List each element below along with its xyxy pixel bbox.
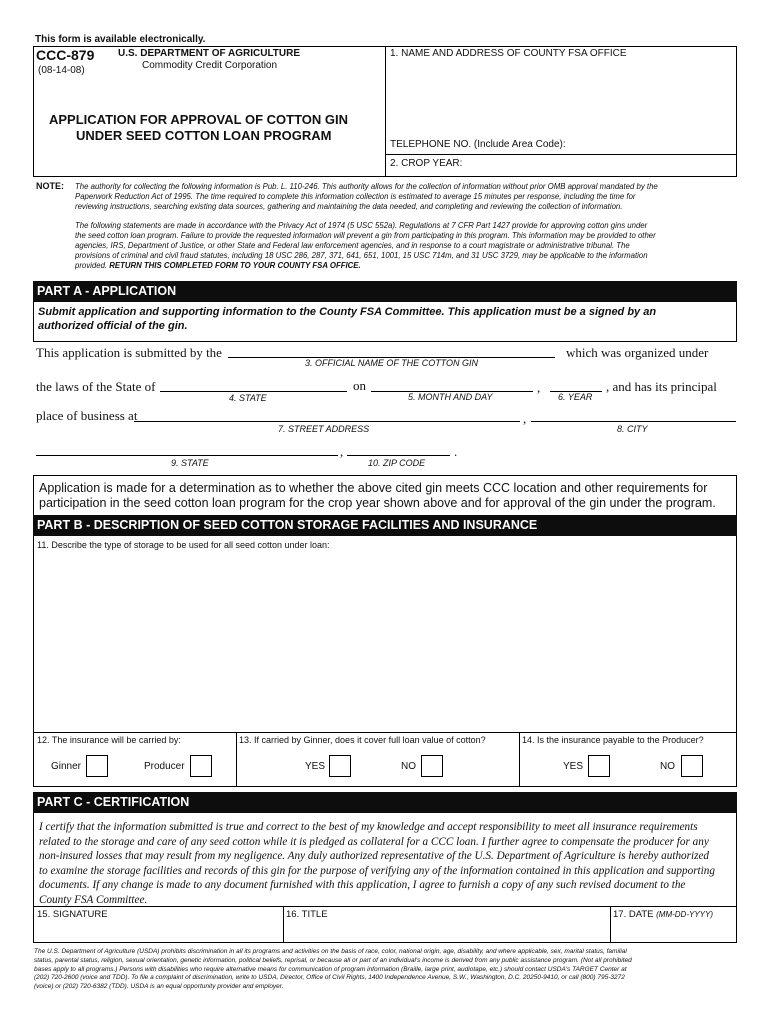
payable-no-checkbox[interactable] bbox=[681, 755, 703, 777]
ginner-label: Ginner bbox=[51, 761, 82, 772]
part-b-left-rule bbox=[33, 536, 34, 786]
part-c-right-rule bbox=[736, 813, 737, 942]
note-p2-provided: provided. bbox=[75, 261, 110, 270]
full-loan-value-label: 13. If carried by Ginner, does it cover full loan value of cotton? bbox=[239, 735, 486, 745]
crop-year-field[interactable] bbox=[470, 156, 734, 174]
part-c-header: PART C - CERTIFICATION bbox=[33, 792, 737, 813]
certification-line: I certify that the information submitted is true and correct to the best of my knowledge and accept responsibility to meet all insurance requirements bbox=[39, 821, 698, 833]
note-paragraph-1 bbox=[75, 182, 658, 212]
producer-checkbox[interactable] bbox=[190, 755, 212, 777]
payable-to-producer-label: 14. Is the insurance payable to the Producer? bbox=[522, 735, 704, 745]
organized-under-text: which was organized under bbox=[566, 345, 709, 360]
telephone-label: TELEPHONE NO. (Include Area Code): bbox=[390, 139, 566, 150]
state-line bbox=[160, 391, 347, 392]
agency-name: U.S. DEPARTMENT OF AGRICULTURE bbox=[118, 48, 301, 59]
header-right-rule bbox=[736, 46, 737, 176]
footer-line: (202) 720-2600 (voice and TDD). To file a complaint of discrimination, write to USDA, Director, Office of Civil Rights, 1400 Independence Avenue, S.W., Washington, D.C. 20250-9410, or call (800) 795-3272 bbox=[34, 974, 625, 982]
form-title-line2: UNDER SEED COTTON LOAN PROGRAM bbox=[76, 128, 332, 143]
loan-value-no-checkbox[interactable] bbox=[421, 755, 443, 777]
producer-label: Producer bbox=[144, 761, 185, 772]
determination-right-rule bbox=[736, 475, 737, 515]
gin-name-caption: 3. OFFICIAL NAME OF THE COTTON GIN bbox=[305, 358, 479, 368]
mailing-state-field[interactable] bbox=[36, 440, 338, 455]
date-format: (MM-DD-YYYY) bbox=[656, 910, 714, 919]
street-address-field[interactable] bbox=[134, 406, 520, 421]
city-caption: 8. CITY bbox=[617, 424, 648, 434]
header-divider bbox=[385, 46, 386, 176]
year-field[interactable] bbox=[550, 376, 602, 391]
part-a-header: PART A - APPLICATION bbox=[33, 281, 737, 302]
form-number: CCC-879 bbox=[36, 47, 95, 63]
year-caption: 6. YEAR bbox=[558, 392, 593, 402]
on-text: on bbox=[353, 378, 366, 393]
form-title-line1: APPLICATION FOR APPROVAL OF COTTON GIN bbox=[49, 112, 349, 127]
availability-notice: This form is available electronically. bbox=[35, 34, 206, 45]
month-day-field[interactable] bbox=[371, 376, 533, 391]
determination-top-rule bbox=[33, 475, 737, 476]
mailing-state-caption: 9. STATE bbox=[171, 458, 209, 468]
note-p2-last-line bbox=[75, 261, 656, 271]
county-office-field[interactable] bbox=[388, 62, 734, 134]
crop-year-rule bbox=[385, 154, 736, 155]
insurance-top-rule bbox=[33, 732, 737, 733]
footer-line: (voice) or (202) 720-6382 (TDD). USDA is an equal opportunity provider and employer. bbox=[34, 983, 284, 991]
part-b-header: PART B - DESCRIPTION OF SEED COTTON STORAGE FACILITIES AND INSURANCE bbox=[33, 515, 737, 536]
certification-line: documents. If any change is made to any document furnished with this application, I agree to furnish a copy of any such revised document to the bbox=[39, 879, 686, 892]
part-a-right-rule bbox=[736, 302, 737, 342]
certification-line: to examine the storage facilities and records of this gin for the purpose of verifying any of the information contained in this application and supporting bbox=[39, 864, 715, 877]
determination-line: participation in the seed cotton loan program for the crop year shown above and for approval of the gin under the program. bbox=[39, 496, 716, 510]
loan-value-yes-label: YES bbox=[305, 761, 326, 772]
return-instruction: RETURN THIS COMPLETED FORM TO YOUR COUNTY FSA OFFICE. bbox=[109, 261, 361, 270]
signature-divider-2 bbox=[610, 906, 611, 942]
signature-bottom-rule bbox=[33, 942, 737, 943]
loan-value-yes-checkbox[interactable] bbox=[329, 755, 351, 777]
zip-comma: , bbox=[340, 444, 344, 459]
determination-left-rule bbox=[33, 475, 34, 515]
date-field[interactable] bbox=[613, 921, 734, 941]
header-left-rule bbox=[33, 46, 34, 176]
insurance-divider-2 bbox=[519, 732, 520, 786]
payable-yes-label: YES bbox=[563, 761, 584, 772]
form-date: (08-14-08) bbox=[38, 65, 85, 76]
loan-value-no-label: NO bbox=[401, 761, 416, 772]
note-paragraph-2 bbox=[75, 221, 656, 271]
street-address-line bbox=[134, 421, 520, 422]
principal-text: , and has its principal bbox=[606, 379, 717, 394]
footer-line: bases apply to all programs.) Persons with disabilities who require alternative means for communication of program information (Braille, large print, audiotape, etc.) should contact USDA's TARGET Center at bbox=[34, 965, 627, 973]
certification-line: County FSA Committee. bbox=[39, 893, 148, 906]
year-comma: , bbox=[537, 380, 541, 395]
part-a-instr-line: authorized official of the gin. bbox=[38, 320, 188, 332]
signature-divider-1 bbox=[283, 906, 284, 942]
storage-description-field[interactable] bbox=[36, 554, 734, 731]
insurance-divider-1 bbox=[236, 732, 237, 786]
footer-line: status, parental status, religion, sexual orientation, genetic information, political beliefs, reprisal, or because all or part of an individual's income is derived from any public assistance program. (Not all prohibited bbox=[34, 956, 632, 964]
submitted-by-text: This application is submitted by the bbox=[36, 345, 222, 360]
determination-text bbox=[39, 481, 716, 511]
payable-no-label: NO bbox=[660, 761, 675, 772]
part-b-right-rule bbox=[736, 536, 737, 786]
note-p1-line: The authority for collecting the following information is Pub. L. 110-246. This authority allows for the collection of information without prior OMB approval mandated by the bbox=[75, 182, 658, 191]
part-c-left-rule bbox=[33, 813, 34, 942]
payable-yes-checkbox[interactable] bbox=[588, 755, 610, 777]
date-label bbox=[613, 909, 713, 920]
city-line bbox=[531, 421, 736, 422]
signature-field[interactable] bbox=[36, 921, 281, 941]
street-address-caption: 7. STREET ADDRESS bbox=[278, 424, 370, 434]
note-label: NOTE: bbox=[36, 181, 64, 191]
title-label: 16. TITLE bbox=[286, 909, 328, 920]
note-p2-line: The following statements are made in accordance with the Privacy Act of 1974 (5 USC 552a). Regulations at 7 CFR Part 1427 provide for approving cotton gins under bbox=[75, 221, 648, 230]
county-office-label: 1. NAME AND ADDRESS OF COUNTY FSA OFFICE bbox=[390, 48, 627, 59]
subagency-name: Commodity Credit Corporation bbox=[142, 60, 278, 71]
mailing-state-line bbox=[36, 455, 338, 456]
state-field[interactable] bbox=[160, 376, 347, 391]
note-p2-line: agencies, IRS, Department of Justice, or other State and Federal law enforcement agencies, and in response to a court magistrate or administrative tribunal. The bbox=[75, 241, 630, 250]
header-bottom-rule bbox=[33, 176, 737, 177]
signature-top-rule bbox=[33, 906, 737, 907]
note-p1-line: reviewing instructions, searching existing data sources, gathering and maintaining the data needed, and completing and reviewing the collection of information. bbox=[75, 202, 623, 211]
note-p2-line: the seed cotton loan program. Failure to provide the requested information will prevent a gin from participating in this program. This information may be provided to other bbox=[75, 231, 656, 240]
insurance-carrier-label: 12. The insurance will be carried by: bbox=[37, 735, 181, 745]
signature-label: 15. SIGNATURE bbox=[37, 909, 108, 920]
city-field[interactable] bbox=[531, 406, 736, 421]
storage-description-label: 11. Describe the type of storage to be used for all seed cotton under loan: bbox=[37, 540, 330, 550]
certification-text bbox=[39, 820, 715, 908]
insurance-bottom-rule bbox=[33, 786, 737, 787]
certification-line: related to the storage and care of any seed cotton while it is pledged as collateral for a CCC loan. I further agree to compensate the producer for any bbox=[39, 835, 709, 848]
title-field[interactable] bbox=[286, 921, 608, 941]
part-a-left-rule bbox=[33, 302, 34, 342]
place-of-business-text: place of business at bbox=[36, 408, 138, 423]
note-p2-line: provisions of criminal and civil fraud statutes, including 18 USC 286, 287, 371, 641, 651, 1001, 15 USC 714m, and 31 USC 3729, may be applicable to the information bbox=[75, 251, 648, 260]
address-period: . bbox=[454, 444, 458, 459]
zip-code-caption: 10. ZIP CODE bbox=[368, 458, 426, 468]
part-a-instructions bbox=[38, 305, 656, 333]
determination-line: Application is made for a determination as to whether the above cited gin meets CCC location and other requirements for bbox=[39, 481, 708, 495]
city-comma: , bbox=[523, 411, 527, 426]
laws-of-state-text: the laws of the State of bbox=[36, 379, 156, 394]
zip-code-line bbox=[347, 455, 450, 456]
state-caption: 4. STATE bbox=[229, 393, 267, 403]
part-a-instr-line: Submit application and supporting information to the County FSA Committee. This application must be a signed by an bbox=[38, 306, 657, 318]
crop-year-label: 2. CROP YEAR: bbox=[390, 158, 463, 169]
certification-line: non-insured losses that may result from my negligence. Any duly authorized representative of the U.S. Department of Agriculture is hereby authorized bbox=[39, 850, 710, 863]
date-label-text: 17. DATE bbox=[613, 909, 657, 920]
nondiscrimination-statement bbox=[34, 948, 632, 992]
note-p1-line: Paperwork Reduction Act of 1995. The time required to complete this information collection is estimated to average 15 minutes per response, including the time for bbox=[75, 192, 636, 201]
gin-name-field[interactable] bbox=[228, 341, 555, 357]
ginner-checkbox[interactable] bbox=[86, 755, 108, 777]
footer-line: The U.S. Department of Agriculture (USDA) prohibits discrimination in all its programs and activities on the basis of race, color, national origin, age, disability, and where applicable, sex, marital status, familial bbox=[34, 948, 627, 955]
month-day-caption: 5. MONTH AND DAY bbox=[408, 392, 493, 402]
zip-code-field[interactable] bbox=[347, 440, 450, 455]
